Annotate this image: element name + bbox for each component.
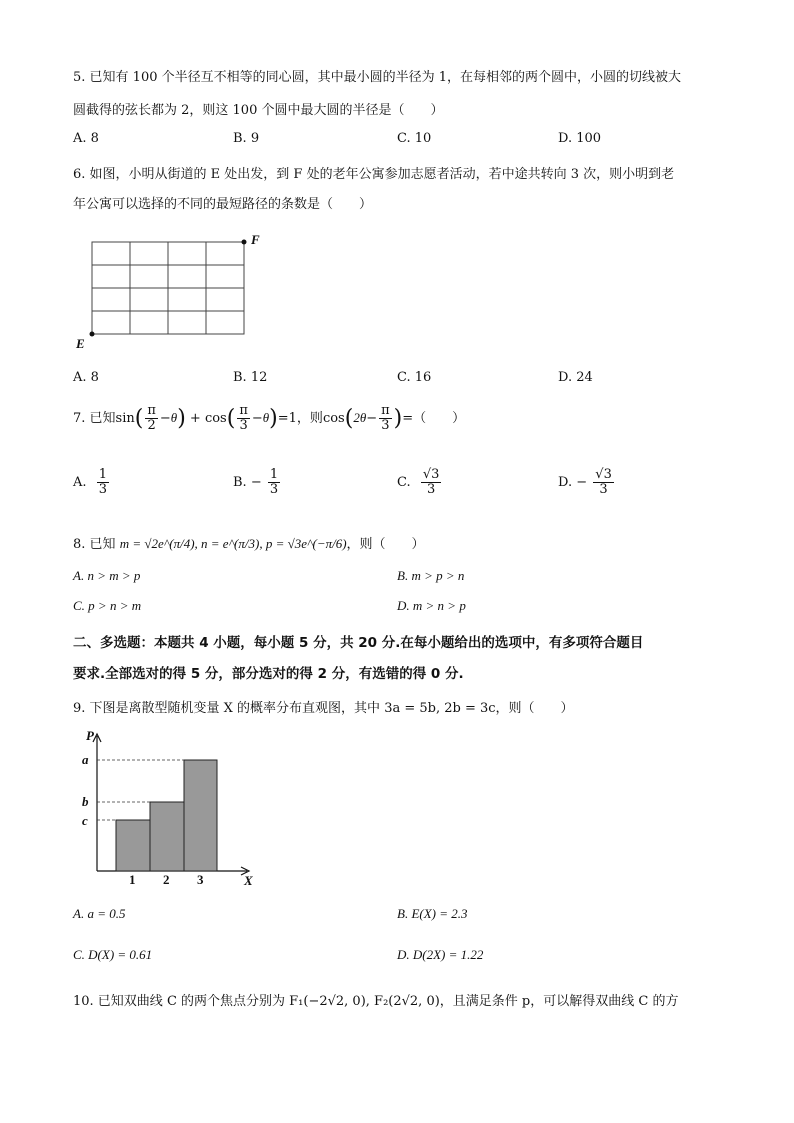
q5-option-a: A. 8 [73, 131, 99, 146]
pi-over-3: $\frac{\pi}{3}$ [239, 403, 248, 433]
theta: θ [170, 410, 178, 425]
x-tick-2: 2 [163, 872, 170, 887]
street-grid-figure [68, 228, 268, 353]
pi-over-3-b: $\frac{\pi}{3}$ [381, 403, 390, 433]
q9-option-a: A. a = 0.5 [73, 906, 126, 921]
q10-line1: 10. 已知双曲线 C 的两个焦点分别为 F₁(−2√2, 0), F₂(2√2, 0)，且满足条件 p，可以解得双曲线 C 的方 [73, 994, 679, 1009]
q8-stem [73, 533, 425, 552]
grid-lines [92, 242, 244, 334]
point-e-label: E [76, 336, 85, 351]
point-e-dot [90, 332, 95, 337]
q8-tail: ，则（ ） [346, 537, 425, 552]
q8-option-b: B. m > p > n [397, 568, 465, 583]
q8-option-a: A. n > m > p [73, 568, 141, 583]
bar-x3 [184, 760, 217, 871]
probability-distribution-figure [72, 728, 262, 888]
q5-option-d: D. 100 [558, 131, 602, 146]
q5-line1: 5. 已知有 100 个半径互不相等的同心圆，其中最小圆的半径为 1，在每相邻的两个圆中，小圆的切线被大 [73, 70, 682, 85]
q9-option-d: D. D(2X) = 1.22 [397, 947, 484, 962]
q9-line1: 9. 下图是离散型随机变量 X 的概率分布直观图，其中 3a = 5b, 2b = 3c，则（ ） [73, 701, 574, 716]
q7-prefix: 7. 已知 [73, 411, 116, 426]
bars [116, 760, 217, 871]
q9-option-c: C. D(X) = 0.61 [73, 947, 153, 962]
q6-option-d: D. 24 [558, 370, 593, 385]
x-tick-1: 1 [129, 872, 136, 887]
section2-heading-line2: 要求.全部选对的得 5 分，部分选对的得 2 分，有选错的得 0 分. [73, 666, 464, 682]
q5-line2: 圆截得的弦长都为 2，则这 100 个圆中最大圆的半径是（ ） [73, 103, 444, 118]
q7-option-d: D. − $\frac{√3}{3}$ [558, 467, 612, 497]
q9-option-b: B. E(X) = 2.3 [397, 906, 468, 921]
point-f-label: F [251, 232, 260, 247]
q5-option-c: C. 10 [397, 131, 432, 146]
q7-option-b: B. − $\frac{1}{3}$ [233, 467, 279, 497]
bar-x2 [150, 802, 184, 871]
point-f-dot [242, 240, 247, 245]
axis-x-label: X [244, 873, 253, 888]
sin-fn: sin [115, 411, 135, 426]
q6-option-c: C. 16 [397, 370, 432, 385]
axis-p-label: P [86, 728, 94, 743]
y-label-b: b [82, 794, 89, 809]
bar-x1 [116, 820, 152, 871]
q7-stem: 7. 已知sin( $\frac{\pi}{2}$ −θ) + cos( $\frac{\pi}{3}$ −θ)=1，则cos(2θ− $\frac{\pi}{3}$ )=（ ） [73, 403, 466, 433]
q6-option-a: A. 8 [73, 370, 99, 385]
q8-prefix: 8. 已知 [73, 537, 116, 552]
q8-expression: m = √2e^(π/4), n = e^(π/3), p = √3e^(−π/6) [119, 536, 347, 551]
section2-heading-line1: 二、多选题：本题共 4 小题，每小题 5 分，共 20 分.在每小题给出的选项中，有多项符合题目 [73, 635, 644, 651]
two-theta: 2θ [353, 410, 367, 425]
q7-option-c: C. $\frac{√3}{3}$ [397, 467, 440, 497]
q7-option-a: A. $\frac{1}{3}$ [73, 467, 108, 497]
q6-line1: 6. 如图，小明从街道的 E 处出发，到 F 处的老年公寓参加志愿者活动，若中途共转向 3 次，则小明到老 [73, 167, 675, 182]
q7-eq: =1，则 [277, 411, 323, 426]
q6-line2: 年公寓可以选择的不同的最短路径的条数是（ ） [73, 197, 373, 212]
q5-option-b: B. 9 [233, 131, 260, 146]
y-label-c: c [82, 813, 88, 828]
q8-option-c: C. p > n > m [73, 598, 142, 613]
pi-over-2: $\frac{\pi}{2}$ [147, 403, 156, 433]
cos-fn: cos [204, 411, 227, 426]
y-label-a: a [82, 752, 89, 767]
q6-option-b: B. 12 [233, 370, 268, 385]
q7-tail: =（ ） [402, 411, 466, 426]
q8-option-d: D. m > n > p [397, 598, 466, 613]
x-tick-3: 3 [197, 872, 204, 887]
